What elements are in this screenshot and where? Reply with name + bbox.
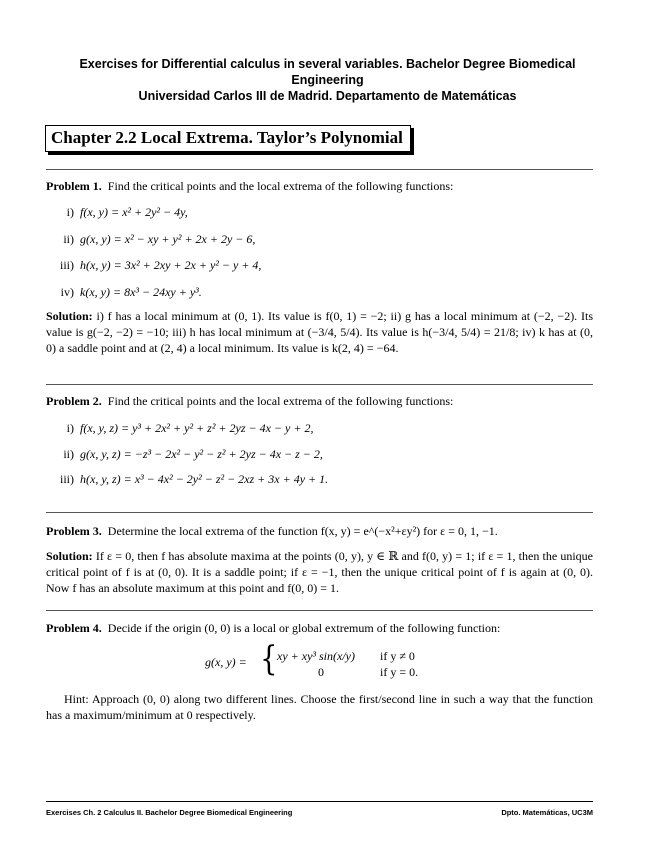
problem-1-text: Find the critical points and the local extrema of the following functions: xyxy=(107,179,454,193)
problem-3-statement xyxy=(46,523,593,539)
problem-2-label: Problem 2. xyxy=(46,394,102,408)
problem-2-text: Find the critical points and the local extrema of the following functions: xyxy=(107,394,454,408)
problem-1-label: Problem 1. xyxy=(46,179,102,193)
document-header xyxy=(40,56,615,104)
formula-case-1-expr: xy + xy³ sin(x/y) xyxy=(277,649,355,663)
problem-1-item-3: iii) h(x, y) = 3x² + 2xy + 2x + y² − y + 4, xyxy=(60,258,262,272)
problem-4-text: Decide if the origin (0, 0) is a local or global extremum of the following function: xyxy=(107,621,501,635)
header-line-1: Exercises for Differential calculus in several variables. Bachelor Degree Biomedical xyxy=(79,57,576,71)
header-line-2: Engineering xyxy=(291,73,364,87)
problem-3-solution-label: Solution: xyxy=(46,549,93,563)
problem-3-solution-text: If ε = 0, then f has absolute maxima at the points (0, y), y ∈ ℝ and f(0, y) = 1; if ε = 1, then the unique critical point of f is at (0, 0). It is a saddle point; if ε = −1, then the unique critical point of f is again at (0, 0). Now f has an absolute maximum at this point and f(0, 0) = 1. xyxy=(46,549,594,595)
problem-2-item-3: iii) h(x, y, z) = x³ − 4x² − 2y² − z² − 2xz + 3x + 4y + 1. xyxy=(60,472,329,486)
problem-3-text: Determine the local extrema of the function f(x, y) = e^(−x²+εy²) for ε = 0, 1, −1. xyxy=(107,524,498,538)
problem-4-label: Problem 4. xyxy=(46,621,102,635)
section-divider xyxy=(46,384,593,385)
footer-left: Exercises Ch. 2 Calculus II. Bachelor Degree Biomedical Engineering xyxy=(46,808,293,817)
problem-2-item-1: i) f(x, y, z) = y³ + 2x² + y² + z² + 2yz − 4x − y + 2, xyxy=(66,421,314,435)
problem-4-statement xyxy=(46,620,593,636)
section-divider xyxy=(46,169,593,170)
problem-1-statement xyxy=(46,178,593,194)
footer-right: Dpto. Matemáticas, UC3M xyxy=(501,808,593,817)
footer-divider xyxy=(46,801,593,802)
problem-1-item-1: i) f(x, y) = x² + 2y² − 4y, xyxy=(66,205,188,219)
problem-2-statement xyxy=(46,393,593,409)
section-divider xyxy=(46,610,593,611)
problem-4-hint: Hint: Approach (0, 0) along two different lines. Choose the first/second line in such a way that the function has a maximum/minimum at 0 respectively. xyxy=(46,692,593,722)
chapter-title: Chapter 2.2 Local Extrema. Taylor’s Polynomial xyxy=(45,125,411,152)
problem-1-item-4: iv) k(x, y) = 8x³ − 24xy + y³. xyxy=(60,285,202,299)
problem-1-solution-label: Solution: xyxy=(46,309,93,323)
formula-case-1-cond: if y ≠ 0 xyxy=(380,649,415,663)
curly-brace-icon: { xyxy=(260,639,278,679)
problem-1-solution-text: i) f has a local minimum at (0, 1). Its value is f(0, 1) = −2; ii) g has a local minimum at (−2, −2). Its value is g(−2, −2) = −10; iii) h has local minimum at (−3/4, 5/4). Its value is h(−3/4, 5/4) = 21/8; iv) k has at (0, 0) a saddle point and at (2, 4) a local minimum. Its value is k(2, 4) = −64. xyxy=(46,309,593,355)
problem-1-item-2: ii) g(x, y) = x² − xy + y² + 2x + 2y − 6, xyxy=(63,232,256,246)
formula-case-2-cond: if y = 0. xyxy=(380,665,419,679)
problem-3-solution xyxy=(46,548,593,596)
section-divider xyxy=(46,512,593,513)
problem-3-label: Problem 3. xyxy=(46,524,102,538)
header-line-3: Universidad Carlos III de Madrid. Departamento de Matemáticas xyxy=(138,89,517,103)
problem-1-solution xyxy=(46,308,593,356)
formula-lhs: g(x, y) = xyxy=(205,655,247,669)
formula-case-2-expr: 0 xyxy=(318,665,324,679)
problem-2-item-2: ii) g(x, y, z) = −z³ − 2x² − y² − z² + 2yz − 4x − z − 2, xyxy=(63,447,323,461)
